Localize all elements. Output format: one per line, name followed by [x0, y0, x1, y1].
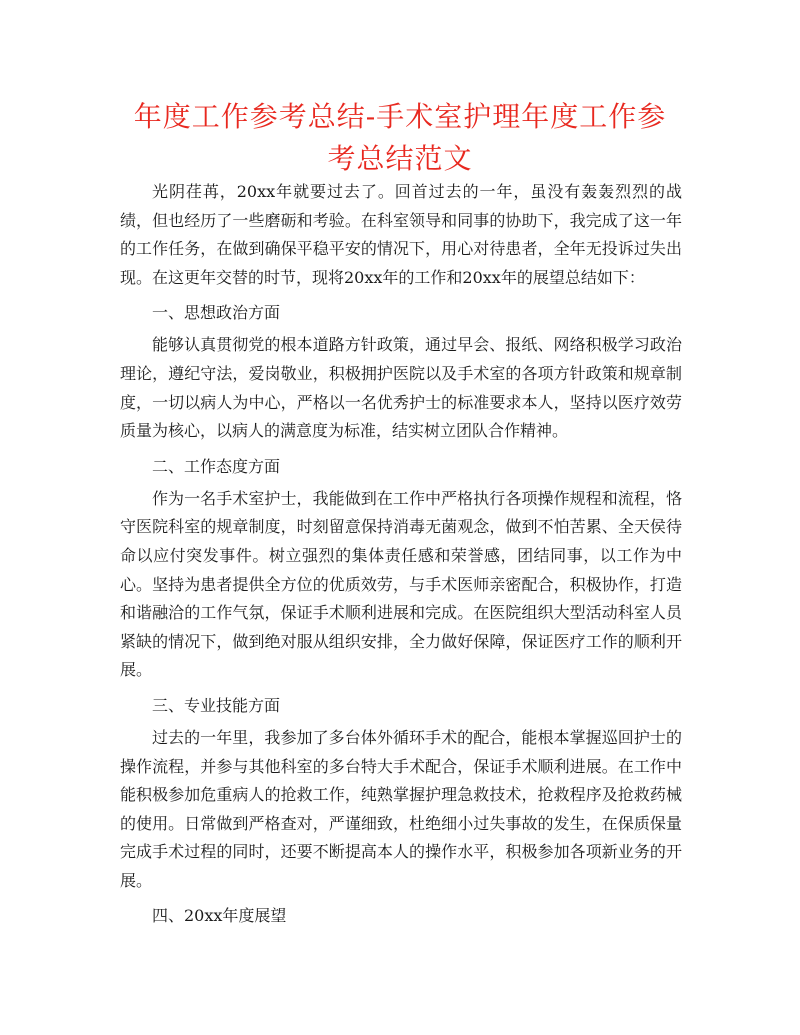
section-text-attitude: 作为一名手术室护士，我能做到在工作中严格执行各项操作规程和流程，恪守医院科室的规章制度，时刻留意保持消毒无菌观念，做到不怕苦累、全天侯待命以应付突发事件。树立强烈的集体责任感和荣誉感，团结同事，以工作为中心。坚持为患者提供全方位的优质效劳，与手术医师亲密配合，积极协作，打造和谐融洽的工作气氛，保证手术顺利进展和完成。在医院组织大型活动科室人员紧缺的情况下，做到绝对服从组织安排，全力做好保障，保证医疗工作的顺利开展。: [120, 488, 682, 680]
document-title: 年度工作参考总结-手术室护理年度工作参考总结范文: [133, 100, 667, 175]
document-body: [120, 178, 682, 934]
section-heading-outlook: 四、20xx年度展望: [152, 906, 287, 926]
section-text-skills: 过去的一年里，我参加了多台体外循环手术的配合，能根本掌握巡回护士的操作流程，并参与其他科室的多台特大手术配合，保证手术顺利进展。在工作中能积极参加危重病人的抢救工作，纯熟掌握护理急救技术，抢救程序及抢救药械的使用。日常做到严格查对，严谨细致，杜绝细小过失事故的发生，在保质保量完成手术过程的同时，还要不断提高本人的操作水平，积极参加各项新业务的开展。: [120, 727, 682, 890]
section-heading-skills: 三、专业技能方面: [152, 695, 281, 715]
section-text-politics: 能够认真贯彻党的根本道路方针政策，通过早会、报纸、网络积极学习政治理论，遵纪守法，爱岗敬业，积极拥护医院以及手术室的各项方针政策和规章制度，一切以病人为中心，严格以一名优秀护士的标准要求本人，坚持以医疗效劳质量为核心，以病人的满意度为标准，结实树立团队合作精神。: [120, 335, 682, 441]
intro-paragraph: 光阴荏苒，20xx年就要过去了。回首过去的一年，虽没有轰轰烈烈的战绩，但也经历了一些磨砺和考验。在科室领导和同事的协助下，我完成了这一年的工作任务，在做到确保平稳平安的情况下，用心对待患者，全年无投诉过失出现。在这更年交替的时节，现将20xx年的工作和20xx年的展望总结如下：: [120, 182, 682, 287]
section-heading-politics: 一、思想政治方面: [152, 303, 281, 323]
section-heading-attitude: 二、工作态度方面: [152, 456, 281, 476]
